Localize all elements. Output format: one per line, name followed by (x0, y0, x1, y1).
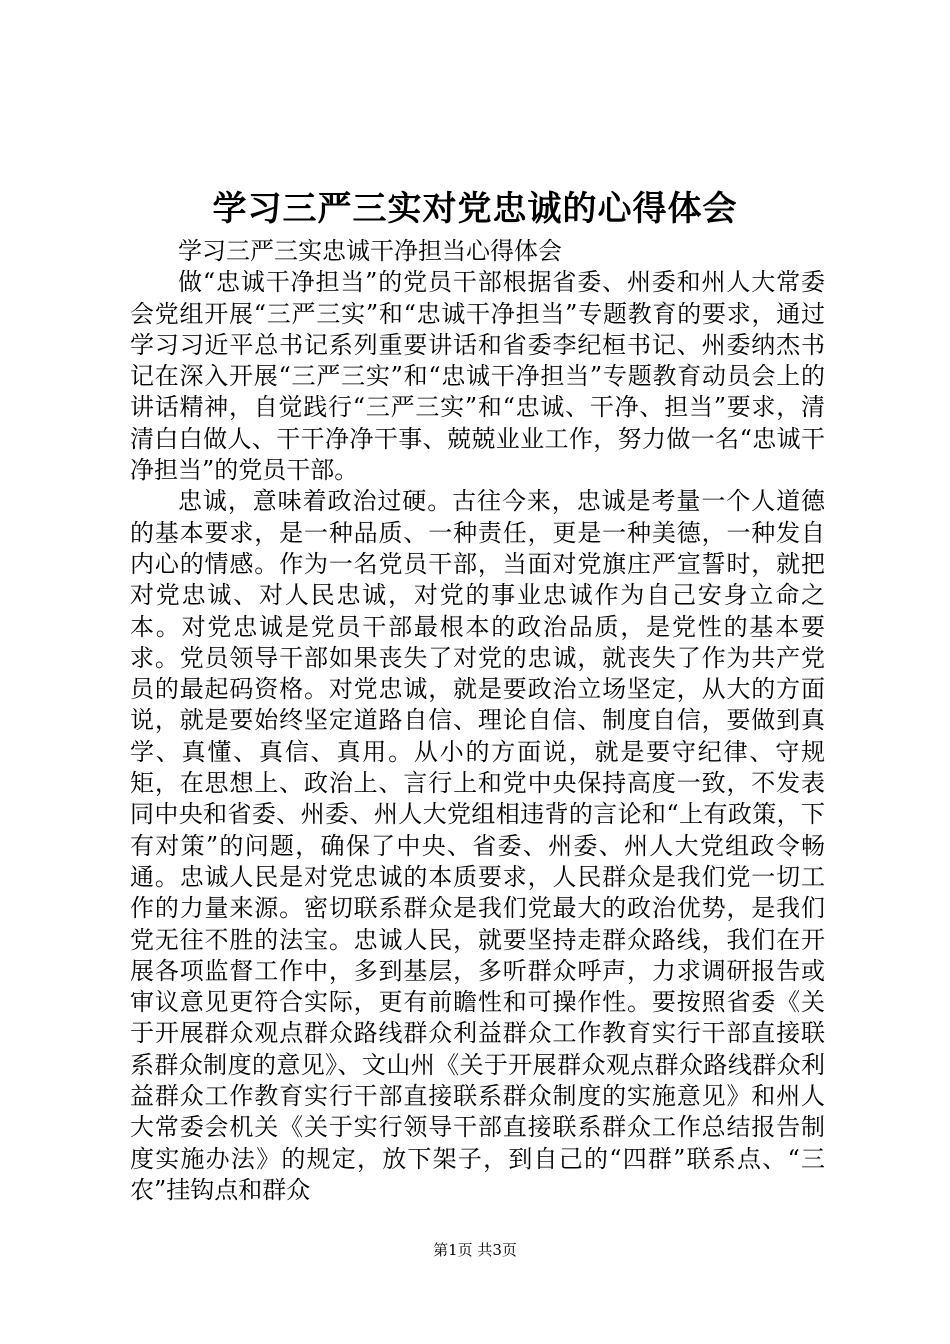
paragraph-2: 忠诚，意味着政治过硬。古往今来，忠诚是考量一个人道德的基本要求，是一种品质、一种责任，更是一种美德，一种发自内心的情感。作为一名党员干部，当面对党旗庄严宣誓时，就把对党忠诚、对人民忠诚，对党的事业忠诚作为自己安身立命之本。对党忠诚是党员干部最根本的政治品质，是党性的基本要求。党员领导干部如果丧失了对党的忠诚，就丧失了作为共产党员的最起码资格。对党忠诚，就是要政治立场坚定，从大的方面说，就是要始终坚定道路自信、理论自信、制度自信，要做到真学、真懂、真信、真用。从小的方面说，就是要守纪律、守规矩，在思想上、政治上、言行上和党中央保持高度一致，不发表同中央和省委、州委、州人大党组相违背的言论和“上有政策，下有对策”的问题，确保了中央、省委、州委、州人大党组政令畅通。忠诚人民是对党忠诚的本质要求，人民群众是我们党一切工作的力量来源。密切联系群众是我们党最大的政治优势，是我们党无往不胜的法宝。忠诚人民，就要坚持走群众路线，我们在开展各项监督工作中，多到基层，多听群众呼声，力求调研报告或审议意见更符合实际，更有前瞻性和可操作性。要按照省委《关于开展群众观点群众路线群众利益群众工作教育实行干部直接联系群众制度的意见》、文山州《关于开展群众观点群众路线群众利益群众工作教育实行干部直接联系群众制度的实施意见》和州人大常委会机关《关于实行领导干部直接联系群众工作总结报告制度实施办法》的规定，放下架子，到自己的“四群”联系点、“三农”挂钩点和群众 (130, 487, 825, 1204)
paragraph-1: 做“忠诚干净担当”的党员干部根据省委、州委和州人大常委会党组开展“三严三实”和“忠诚干净担当”专题教育的要求，通过学习习近平总书记系列重要讲话和省委李纪桓书记、州委纳杰书记在深入开展“三严三实”和“忠诚干净担当”专题教育动员会上的讲话精神，自觉践行“三严三实”和“忠诚、干净、担当”要求，清清白白做人、干干净净干事、兢兢业业工作，努力做一名“忠诚干净担当”的党员干部。 (130, 268, 825, 485)
document-subtitle: 学习三严三实忠诚干净担当心得体会 (178, 237, 562, 265)
page-footer: 第1页 共3页 (433, 1241, 517, 1259)
document-title: 学习三严三实对党忠诚的心得体会 (212, 189, 738, 229)
document-body (130, 236, 825, 1206)
